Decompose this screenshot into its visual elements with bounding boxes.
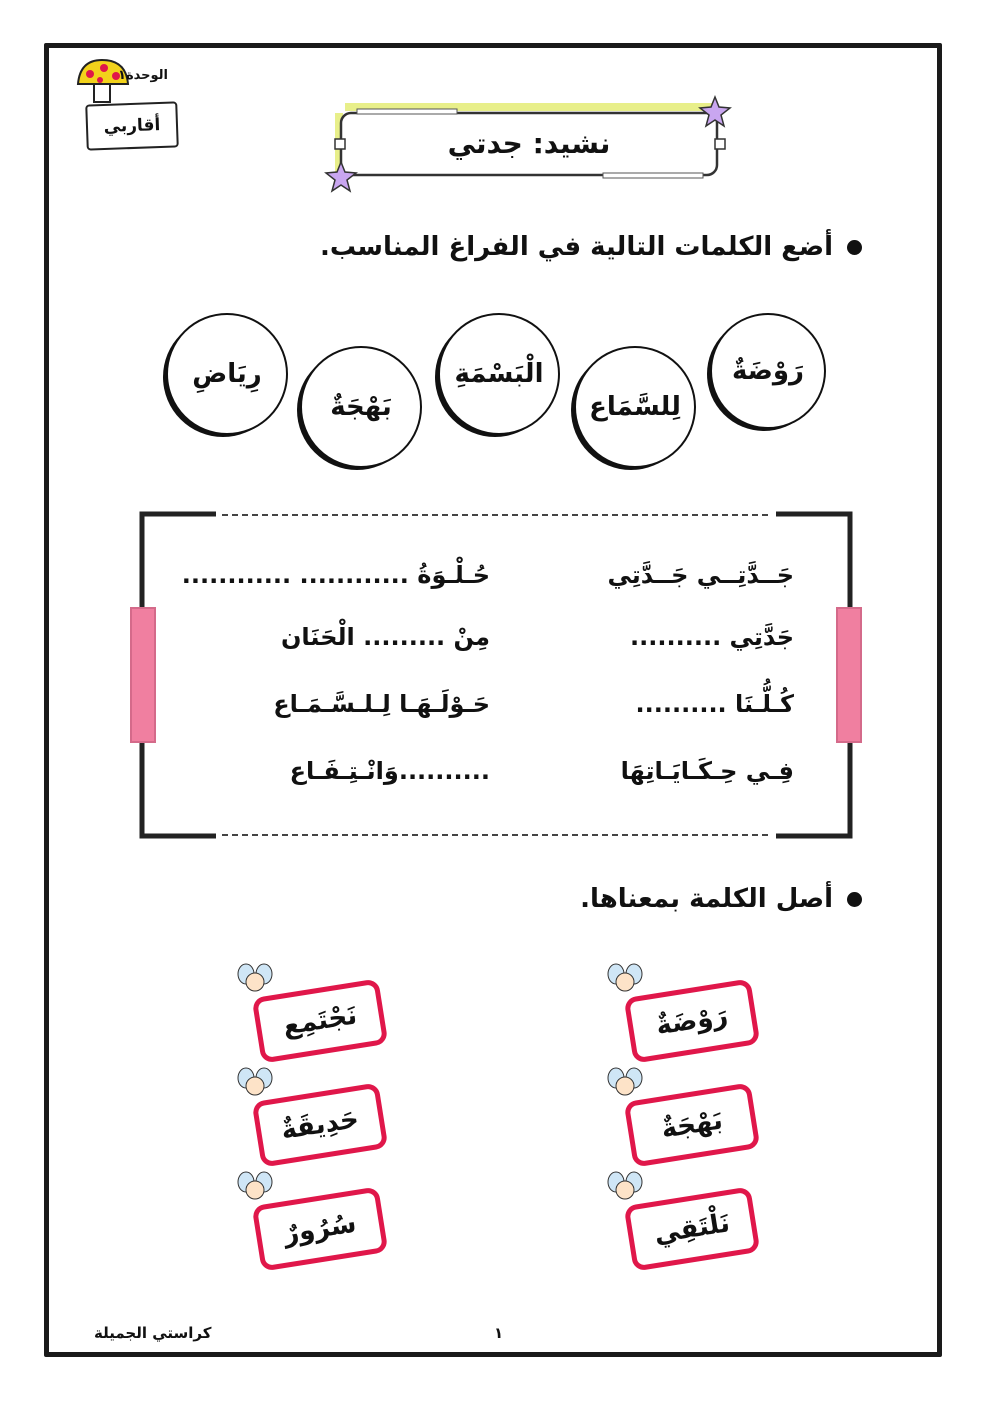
poem-left: حُـلْـوَةُ ............ ............ [181,561,490,589]
fairy-icon [236,962,274,996]
poem-right: جَدَّتِي .......... [630,623,794,651]
poem-left: حَـوْلَـهَـا لِـلـسَّـمَـاع [273,690,490,718]
poem-right: جَــدَّتِــي جَــدَّتِي [607,561,794,589]
word-circle: رِيَاضِ [166,313,288,435]
word-circle: رَوْضَةٌ [710,313,826,429]
footer-brand: كراستي الجميلة [94,1324,212,1342]
fairy-icon [606,962,644,996]
fairy-icon [236,1066,274,1100]
word-tag: رَوْضَةٌ [624,978,761,1063]
decor-bar [836,607,862,743]
poem-right: فِـي حِـكَـايَـاتِهَا [620,757,794,785]
word-tag: حَدِيقَةٌ [252,1082,389,1167]
word-tag: نَلْتَقِي [624,1186,761,1271]
bullet-icon [847,240,862,255]
word-tag: سُرُورٌ [252,1186,389,1271]
divider [222,514,768,516]
unit-name: أقاربي [85,101,179,150]
word-tag: نَجْتَمِع [252,978,389,1063]
instruction-match [580,884,862,914]
poem-left: ..........وَانْـتِـفَـاع [289,757,490,785]
poem-left: مِنْ ......... الْحَنَان [280,623,490,651]
unit-label: الوحدة١ [118,68,168,83]
word-circle: الْبَسْمَةِ [438,313,560,435]
page-number: ١ [494,1324,504,1342]
instruction-text: أضع الكلمات التالية في الفراغ المناسب. [320,232,833,262]
divider [222,834,768,836]
page-title: نشيد: جدتي [447,126,611,160]
decor-bar [130,607,156,743]
poem-right: كُـلُّـنَا .......... [635,690,794,718]
fairy-icon [606,1066,644,1100]
instruction-fill-blanks [320,232,862,262]
fairy-icon [606,1170,644,1204]
word-circle: لِلسَّمَاع [574,346,696,468]
fairy-icon [236,1170,274,1204]
bullet-icon [847,892,862,907]
word-tag: بَهْجَةٌ [624,1082,761,1167]
poem-bracket-frame [138,510,854,840]
instruction-text: أصل الكلمة بمعناها. [580,884,833,914]
word-circle: بَهْجَةٌ [300,346,422,468]
